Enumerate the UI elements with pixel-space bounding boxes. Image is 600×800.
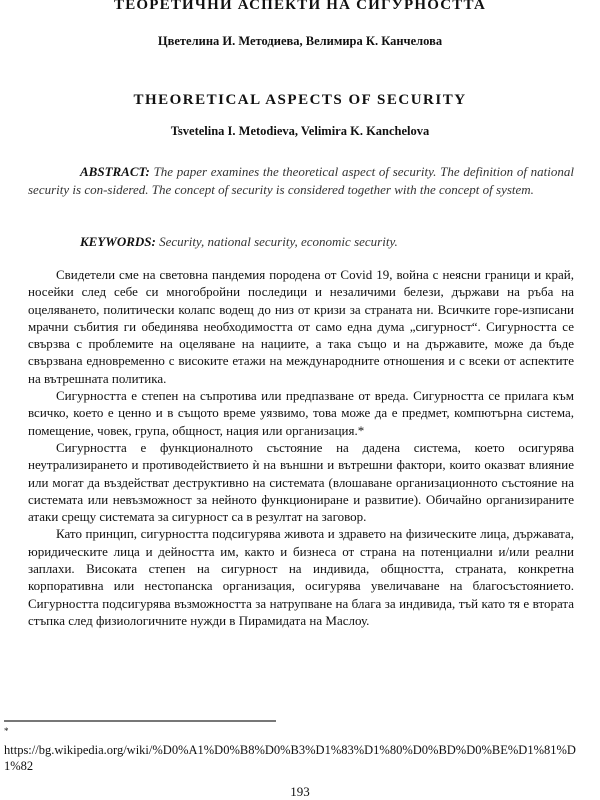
authors-english: Tsvetelina I. Metodieva, Velimira K. Kanchelova	[170, 124, 430, 138]
title-bulgarian: ТЕОРЕТИЧНИ АСПЕКТИ НА СИГУРНОСТТА	[113, 0, 486, 13]
keywords-text: Security, national security, economic security.	[159, 234, 398, 249]
footnote-mark: *	[4, 726, 9, 736]
paragraph: Сигурността е функционалното състояние на дадена система, което осигурява неутрализирането и противодействието ѝ на външни и вътрешни фактори, които оказват влияние или могат да въздействат деструктивно на системата (влошаване организационното състояние на системата или невъзможност за нейното функциониране и развитие). Обичайно организираните атаки срещу системата за сигурност са в резултат на заговор.	[28, 439, 574, 525]
abstract-label: ABSTRACT:	[80, 164, 150, 179]
keywords	[80, 233, 580, 250]
page-number: 193	[290, 784, 310, 799]
keywords-label: KEYWORDS:	[80, 234, 156, 249]
footnote-link[interactable]: https://bg.wikipedia.org/wiki/%D0%A1%D0%B8%D0%B3%D1%83%D1%80%D0%BD%D0%BE%D1%81%D1%82	[4, 743, 576, 773]
paragraph: Като принцип, сигурността подсигурява живота и здравето на физическите лица, държавата, юридическите лица и дейността им, както и бизнеса от страна на потенциални и/или реални заплахи. Високата степен на сигурност на индивида, общността, страната, конкретна корпоративна или нестопанска организация, осигурява увеличаване на благосъстоянието. Сигурността подсигурява възможността за натрупване на блага за индивида, тъй като тя е втората стъпка след физиологичните нужди в Пирамидата на Маслоу.	[28, 526, 574, 628]
authors-bulgarian: Цветелина И. Методиева, Велимира К. Канчелова	[157, 34, 443, 48]
paragraph: Свидетели сме на световна пандемия породена от Covid 19, война с неясни граници и край, носейки след себе си многобройни последици и незаличими белези, държави на ръба на оцеляването, политически колапс водещ до низ от кризи за страната ни. Всичките горе-изписани мрачни събития ги обединява необходимостта от само една дума „сигурност“. Сигурността се свързва с проблемите на оцеляване на нациите, а така също и на държавите, може да бъде свързвана едновременно с високите етажи на международните отношения и с всеки от аспектите на вътрешната политика.	[28, 267, 574, 386]
footnote-separator	[4, 720, 276, 722]
title-english: THEORETICAL ASPECTS OF SECURITY	[133, 92, 467, 108]
abstract	[28, 163, 574, 198]
paragraph: Сигурността е степен на съпротива или предпазване от вреда. Сигурността се прилага към всичко, което е ценно и в същото време уязвимо, това може да е предмет, компютърна система, помещение, човек, група, общност, нация или организация.*	[28, 388, 574, 438]
abstract-text: The paper examines the theoretical aspect of security. The definition of national security is con-sidered. The concept of security is considered together with the concept of system.	[28, 164, 575, 197]
body-text	[28, 266, 574, 629]
